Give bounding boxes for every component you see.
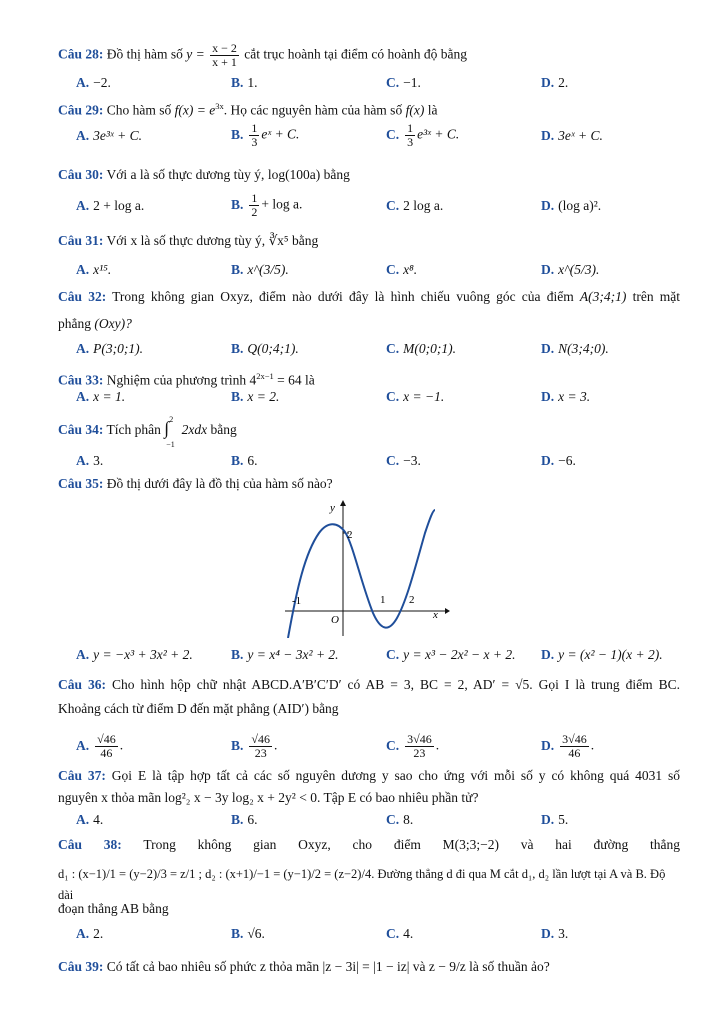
option-d[interactable]: D. 2.	[541, 75, 569, 90]
option-b[interactable]: B. 6.	[231, 453, 258, 468]
label-xtick1: 1	[380, 594, 386, 606]
question-label: Câu 28:	[58, 46, 104, 62]
option-c[interactable]: C. −3.	[386, 453, 421, 468]
options-36	[76, 732, 680, 760]
options-34	[76, 453, 680, 475]
option-c[interactable]: C. 4.	[386, 926, 414, 941]
y-axis-arrow	[340, 500, 346, 506]
question-label: Câu 38:	[58, 837, 122, 852]
options-29	[76, 121, 680, 150]
option-c[interactable]: C. 2 log a.	[386, 198, 444, 213]
option-a[interactable]: A. 2.	[76, 926, 104, 941]
option-c[interactable]: C. x⁸.	[386, 262, 418, 277]
question-text: Trong không gian Oxyz, điểm nào dưới đây là hình chiếu vuông góc của điểm	[112, 289, 574, 304]
option-b[interactable]: B. 6.	[231, 812, 258, 827]
options-35	[76, 647, 680, 669]
math: (Oxy)?	[94, 316, 132, 331]
option-c[interactable]: C. $\frac{3√46}{23}$ .	[386, 732, 440, 760]
option-a[interactable]: A. 3e³ˣ + C.	[76, 128, 142, 143]
option-d[interactable]: D. $\frac{3√46}{46}$ .	[541, 732, 595, 760]
question-text: Với a là số thực dương tùy ý,	[106, 167, 265, 182]
integral-sign: ∫ 2 −1	[164, 415, 175, 449]
label-x: x	[433, 609, 438, 621]
question-label: Câu 32:	[58, 289, 107, 304]
question-38-line2: d₁ : (x−1)/1 = (y−2)/3 = z/1 ; d₂ : (x+1)/−1 = (y−1)/2 = (z−2)/4. Đường thẳng d đi qua M cắt d₁, d₂ lần lượt tại A và B. Độ dài	[58, 867, 666, 902]
math: ∛x⁵	[268, 233, 289, 248]
question-text: Tích phân	[106, 422, 161, 437]
x-axis-arrow	[445, 608, 450, 614]
cubic-curve	[288, 510, 435, 638]
question-31: Câu 31: Với x là số thực dương tùy ý, ∛x⁵ bằng	[58, 233, 319, 248]
option-c[interactable]: C. M(0;0;1).	[386, 341, 456, 356]
label-origin: O	[331, 614, 339, 626]
question-35	[58, 473, 680, 494]
question-label: Câu 29:	[58, 102, 104, 118]
option-a[interactable]: A. −2.	[76, 75, 111, 90]
option-b[interactable]: B. $\frac{1}{2}$ + log a.	[231, 191, 303, 219]
label-y: y	[330, 502, 335, 514]
option-a[interactable]: A. 4.	[76, 812, 104, 827]
question-37-line2: nguyên x thỏa mãn log²₂ x − 3y log₂ x + 2y² < 0. Tập E có bao nhiêu phần tử?	[58, 790, 479, 805]
question-label: Câu 39:	[58, 959, 104, 974]
question-29: Câu 29: Cho hàm số $f(x) = e^{3x}$. Họ các nguyên hàm của hàm số f(x) là	[58, 101, 438, 118]
option-c[interactable]: C. $\frac{1}{3}$ e³ˣ + C.	[386, 121, 460, 149]
question-label: Câu 35:	[58, 476, 104, 491]
label-minus1: -1	[292, 595, 302, 607]
option-d[interactable]: D. x^(5/3).	[541, 262, 600, 277]
option-c[interactable]: C. x = −1.	[386, 389, 445, 404]
option-b[interactable]: B. Q(0;4;1).	[231, 341, 299, 356]
option-d[interactable]: D. 3.	[541, 926, 569, 941]
question-text: Đồ thị hàm số	[106, 46, 183, 62]
options-37	[76, 812, 680, 834]
label-xtick2: 2	[409, 594, 415, 606]
math: 2xdx	[181, 422, 208, 437]
options-31	[76, 262, 680, 284]
question-33: Câu 33: Nghiệm của phương trình $4^{2x-1} = 64$ là	[58, 371, 315, 388]
question-text: cắt trục hoành tại điểm có hoành độ bằng	[244, 46, 467, 62]
options-28	[76, 75, 680, 97]
math: y =	[186, 46, 205, 62]
question-30: Câu 30: Với a là số thực dương tùy ý, log(100a) bằng	[58, 167, 350, 182]
math: log(100a)	[267, 167, 321, 182]
question-32: Câu 32: Trong không gian Oxyz, điểm nào dưới đây là hình chiếu vuông góc của điểm A(3;4;1) trên mặt	[58, 289, 680, 304]
option-d[interactable]: D. y = (x² − 1)(x + 2).	[541, 647, 663, 662]
question-text: Cho hàm số	[106, 102, 172, 118]
question-label: Câu 34:	[58, 422, 104, 437]
option-d[interactable]: D. N(3;4;0).	[541, 341, 609, 356]
question-text: Đồ thị dưới đây là đồ thị của hàm số nào?	[106, 476, 333, 491]
option-a[interactable]: A. $\frac{√46}{46}$ .	[76, 732, 124, 760]
option-c[interactable]: C. y = x³ − 2x² − x + 2.	[386, 647, 516, 662]
label-ytick2: 2	[347, 529, 353, 541]
question-39	[58, 956, 680, 977]
option-a[interactable]: A. 2 + log a.	[76, 198, 145, 213]
question-38-line3: đoạn thẳng AB bằng	[58, 901, 169, 916]
question-text: Trong không gian Oxyz, cho điểm M(3;3;−2) và hai đường thẳng	[143, 837, 680, 852]
option-a[interactable]: A. P(3;0;1).	[76, 341, 143, 356]
math: f(x) = e	[174, 102, 216, 118]
option-d[interactable]: D. 3eˣ + C.	[541, 128, 603, 143]
option-a[interactable]: A. y = −x³ + 3x² + 2.	[76, 647, 193, 662]
option-b[interactable]: B. 1.	[231, 75, 258, 90]
question-36-line2: Khoảng cách từ điểm D đến mặt phẳng (AID′) bằng	[58, 701, 339, 716]
question-text: Với x là số thực dương tùy ý,	[106, 233, 266, 248]
question-38	[58, 834, 680, 855]
question-text: Nghiệm của phương trình	[106, 372, 247, 388]
question-37	[58, 765, 680, 786]
options-32	[76, 341, 680, 363]
option-c[interactable]: C. 8.	[386, 812, 414, 827]
question-label: Câu 31:	[58, 233, 104, 248]
options-30	[76, 191, 680, 220]
option-d[interactable]: D. −6.	[541, 453, 576, 468]
question-28	[58, 42, 680, 69]
question-36	[58, 674, 680, 695]
question-34: Câu 34: Tích phân ∫ 2 −1 2xdx bằng	[58, 415, 237, 449]
question-text: Cho hình hộp chữ nhật ABCD.A′B′C′D′ có AB = 3, BC = 2, AD′ = √5. Gọi I là trung điểm BC.	[112, 677, 681, 692]
option-b[interactable]: B. √6.	[231, 926, 265, 941]
options-38	[76, 926, 680, 948]
option-b[interactable]: B. y = x⁴ − 3x² + 2.	[231, 647, 339, 662]
option-b[interactable]: B. $\frac{√46}{23}$ .	[231, 732, 278, 760]
question-label: Câu 37:	[58, 768, 106, 783]
question-label: Câu 33:	[58, 372, 104, 388]
option-b[interactable]: B. x = 2.	[231, 389, 280, 404]
function-graph	[285, 498, 450, 638]
option-b[interactable]: B. x^(3/5).	[231, 262, 289, 277]
question-label: Câu 36:	[58, 677, 107, 692]
option-d[interactable]: D. (log a)².	[541, 198, 602, 213]
fraction: $\frac{x - 2}{x + 1}$	[212, 41, 237, 69]
math: f(x)	[405, 102, 425, 118]
question-text: Có tất cả bao nhiêu số phức z thỏa mãn |z − 3i| = |1 − iz| và z − 9/z là số thuần ảo?	[106, 959, 550, 974]
question-text: Gọi E là tập hợp tất cả các số nguyên dương y sao cho ứng với mỗi số y có không quá 4031 số	[111, 768, 680, 783]
option-a[interactable]: A. x = 1.	[76, 389, 126, 404]
option-d[interactable]: D. x = 3.	[541, 389, 591, 404]
option-c[interactable]: C. −1.	[386, 75, 421, 90]
math: 4	[249, 372, 257, 388]
math: A(3;4;1)	[579, 289, 627, 304]
option-a[interactable]: A. 3.	[76, 453, 104, 468]
option-a[interactable]: A. x¹⁵.	[76, 262, 112, 277]
option-d[interactable]: D. 5.	[541, 812, 569, 827]
question-label: Câu 30:	[58, 167, 104, 182]
question-32-line2: phẳng (Oxy)?	[58, 316, 132, 331]
option-b[interactable]: B. $\frac{1}{3}$ eˣ + C.	[231, 121, 300, 149]
options-33	[76, 389, 680, 411]
